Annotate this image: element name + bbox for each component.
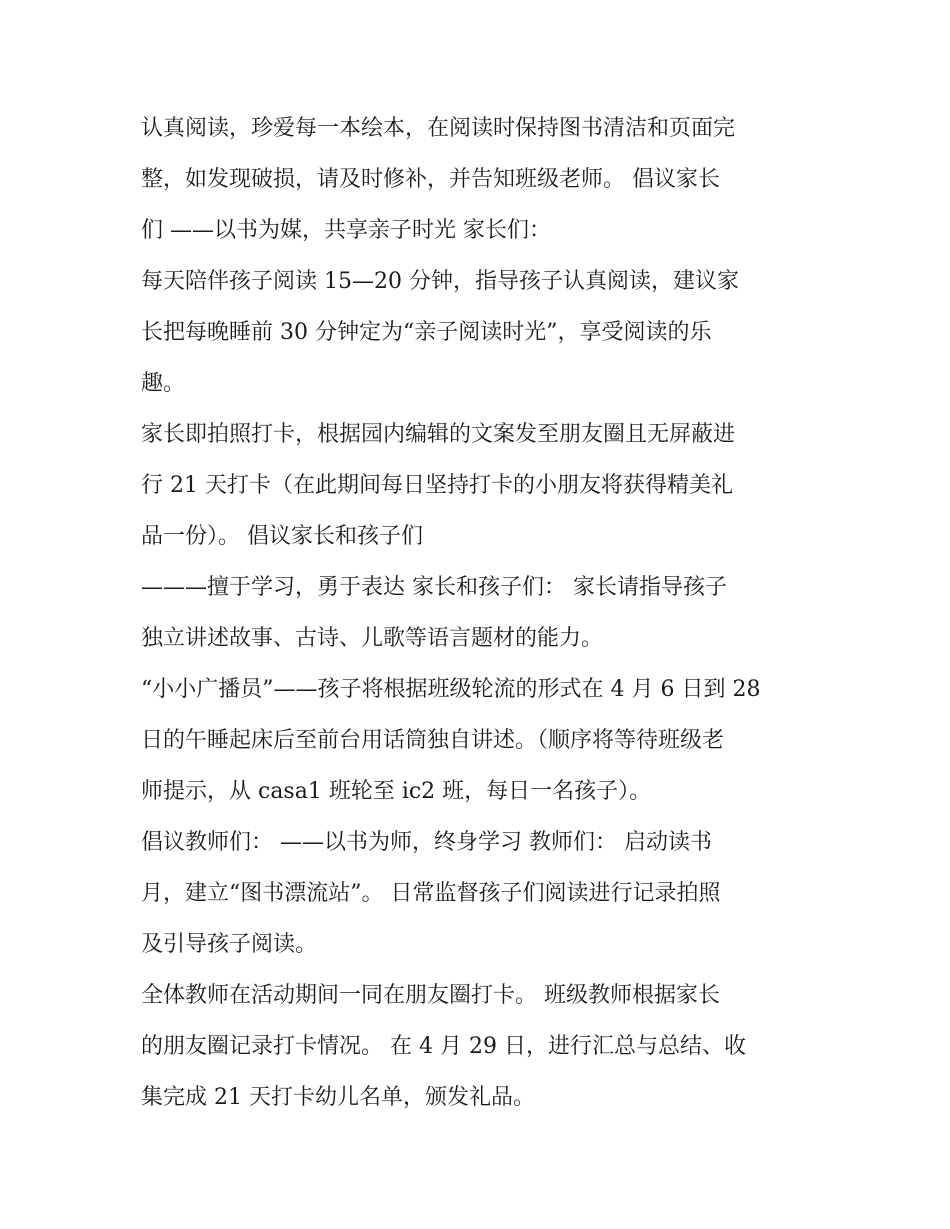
text-line: 认真阅读，珍爱每一本绘本，在阅读时保持图书清洁和页面完 (141, 116, 736, 141)
text-line: 集完成 21 天打卡幼儿名单，颁发礼品。 (141, 1085, 535, 1110)
text-line: 们 ——以书为媒，共享亲子时光 家长们： (141, 218, 551, 243)
text-line: 趣。 (141, 371, 186, 396)
text-line: 品一份）。 倡议家长和孩子们 (141, 524, 423, 549)
text-line: 行 21 天打卡（在此期间每日坚持打卡的小朋友将获得精美礼 (141, 473, 733, 498)
text-line: 月，建立“图书漂流站”。 日常监督孩子们阅读进行记录拍照 (141, 881, 721, 906)
document-body (141, 103, 821, 1123)
text-line: 日的午睡起床后至前台用话筒独自讲述。（顺序将等待班级老 (141, 728, 725, 753)
text-line: 倡议教师们： ——以书为师，终身学习 教师们： 启动读书 (141, 830, 712, 855)
text-line: 的朋友圈记录打卡情况。 在 4 月 29 日，进行汇总与总结、收 (141, 1034, 746, 1059)
text-line: 每天陪伴孩子阅读 15—20 分钟，指导孩子认真阅读，建议家 (141, 269, 739, 294)
text-line: 整，如发现破损，请及时修补，并告知班级老师。 倡议家长 (141, 167, 720, 192)
text-line: “小小广播员”——孩子将根据班级轮流的形式在 4 月 6 日到 28 (141, 677, 761, 702)
text-line: ———擅于学习，勇于表达 家长和孩子们： 家长请指导孩子 (141, 575, 727, 600)
text-line: 长把每晚睡前 30 分钟定为“亲子阅读时光”，享受阅读的乐 (141, 320, 712, 345)
text-line: 及引导孩子阅读。 (141, 932, 318, 957)
text-line: 家长即拍照打卡，根据园内编辑的文案发至朋友圈且无屏蔽进 (141, 422, 736, 447)
text-line: 全体教师在活动期间一同在朋友圈打卡。 班级教师根据家长 (141, 983, 720, 1008)
text-line: 独立讲述故事、古诗、儿歌等语言题材的能力。 (141, 626, 604, 651)
text-line: 师提示，从 casa1 班轮至 ic2 班，每日一名孩子）。 (141, 779, 652, 804)
